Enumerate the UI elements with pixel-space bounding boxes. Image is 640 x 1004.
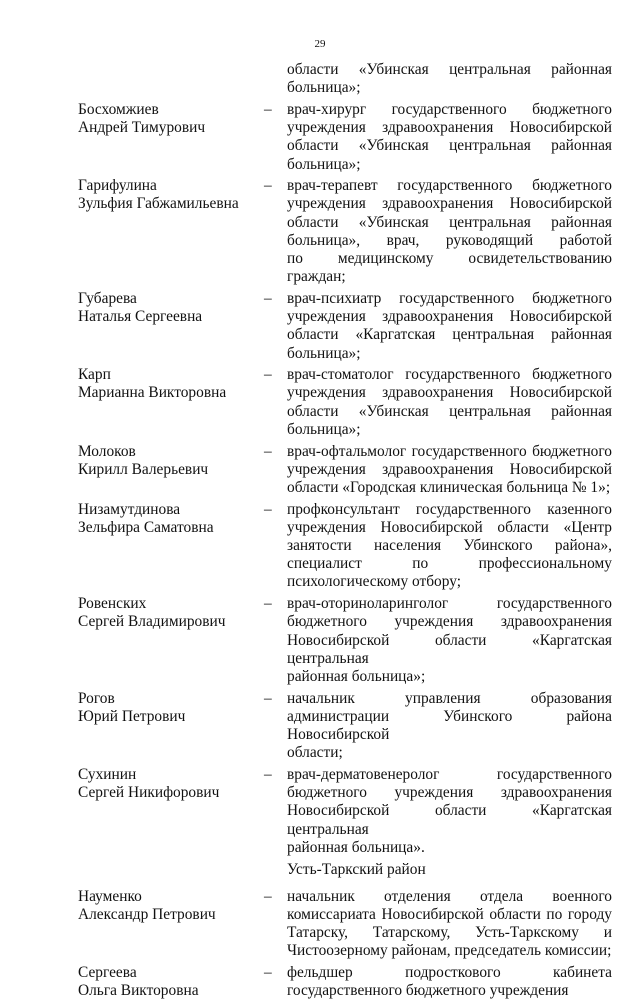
dash-separator: – [264,887,272,905]
member-entry [0,888,640,961]
member-given-name: Марианна Викторовна [78,384,227,402]
member-surname: Низамутдинова [78,500,181,518]
dash-separator: – [264,964,272,982]
description-line: государственного бюджетного учреждения [287,982,569,1000]
member-surname: Ровенских [78,595,147,613]
description-line: фельдшер подросткового кабинета [287,964,612,982]
member-name [78,177,258,213]
entry-description [287,595,612,686]
description-line: администрации Убинского района Новосибирской [287,707,612,744]
description-line: Чистоозерному районам, председатель комиссии; [287,942,612,960]
member-entry [0,766,640,857]
description-line: специалист по профессиональному [287,555,612,573]
description-line: больница», врач, руководящий работой [287,231,612,249]
description-line: учреждения здравоохранения Новосибирской [287,308,612,326]
description-line: районная больница». [287,838,425,856]
member-given-name: Юрий Петрович [78,707,186,725]
description-line: комиссариата Новосибирской области по городу [287,905,612,923]
section-heading: Усть-Таркский район [287,860,426,878]
member-entry [0,595,640,686]
description-line: области «Убинская центральная районная [287,402,612,420]
description-line: профконсультант государственного казенного [287,500,612,518]
description-line: больница»; [287,155,361,173]
member-entry [0,290,640,363]
member-name [78,595,258,631]
description-line: Татарску, Татарскому, Усть-Таркскому и [287,924,612,942]
member-entry [0,964,640,1000]
entry-description [287,177,612,286]
member-surname: Рогов [78,689,115,707]
description-line: учреждения здравоохранения Новосибирской [287,460,612,478]
description-line: врач-хирург государственного бюджетного [287,100,612,118]
member-name [78,888,258,924]
member-given-name: Кирилл Валерьевич [78,460,209,478]
description-line: по медицинскому освидетельствованию граждан; [287,250,612,286]
member-entry [0,177,640,286]
description-line: психологическому отбору; [287,573,461,591]
description-line: врач-психиатр государственного бюджетного [287,289,612,307]
dash-separator: – [264,100,272,118]
member-surname: Сергеева [78,964,137,982]
description-line: начальник отделения отдела военного [287,887,612,905]
member-name [78,366,258,402]
page-number: 29 [314,38,326,50]
member-entry [0,101,640,174]
member-surname: Карп [78,366,111,384]
member-name [78,443,258,479]
description-line: Новосибирской области «Каргатская центральная [287,802,612,838]
entry-description [287,101,612,174]
description-line: области «Городская клиническая больница № 1»; [287,478,611,496]
member-entry [0,501,640,592]
description-line: бюджетного учреждения здравоохранения [287,784,612,802]
description-line: области; [287,744,343,762]
member-given-name: Ольга Викторовна [78,982,199,1000]
member-name [78,101,258,137]
member-name [78,690,258,726]
member-name [78,766,258,802]
description-line: области «Убинская центральная районная [287,137,612,155]
description-line: учреждения здравоохранения Новосибирской [287,384,612,402]
description-line: учреждения Новосибирской области «Центр [287,518,612,536]
member-given-name: Наталья Сергеевна [78,308,203,326]
entry-description [287,766,612,857]
description-line: врач-терапевт государственного бюджетного [287,177,612,195]
dash-separator: – [264,442,272,460]
member-entry [0,366,640,439]
entry-description [287,964,612,1000]
member-given-name: Сергей Никифорович [78,784,220,802]
description-line: больница»; [287,420,361,438]
member-surname: Гарифулина [78,177,157,195]
entry-description [287,443,612,498]
description-line: районная больница»; [287,668,426,685]
member-given-name: Александр Петрович [78,905,216,923]
member-list [0,101,640,857]
member-given-name: Зульфия Габжамильевна [78,195,239,213]
document-body [0,61,640,1004]
member-surname: Молоков [78,442,136,460]
entry-description [287,690,612,763]
dash-separator: – [264,595,272,613]
description-line: врач-дерматовенеролог государственного [287,766,612,784]
description-line: больница»; [287,344,361,362]
member-entry [0,443,640,498]
dash-separator: – [264,289,272,307]
member-surname: Босхомжиев [78,100,159,118]
description-line: больница»; [287,79,361,97]
description-line: области «Убинская центральная районная [287,213,612,231]
dash-separator: – [264,366,272,384]
member-given-name: Андрей Тимурович [78,119,206,137]
member-surname: Науменко [78,887,142,905]
entry-description [287,61,612,97]
member-name [78,501,258,537]
continuation-entry [0,61,640,97]
member-surname: Сухинин [78,766,137,784]
dash-separator: – [264,766,272,784]
member-surname: Губарева [78,289,137,307]
dash-separator: – [264,500,272,518]
member-given-name: Зельфира Саматовна [78,518,214,536]
member-name [78,290,258,326]
dash-separator: – [264,689,272,707]
description-line: Новосибирской области «Каргатская центральная [287,631,612,667]
member-given-name: Сергей Владимирович [78,613,226,631]
entry-description [287,888,612,961]
description-line: учреждения здравоохранения Новосибирской [287,119,612,137]
description-line: бюджетного учреждения здравоохранения [287,613,612,631]
description-line: области «Каргатская центральная районная [287,326,612,344]
description-line: врач-оториноларинголог государственного [287,595,612,613]
member-entry [0,690,640,763]
description-line: врач-офтальмолог государственного бюджетного [287,442,612,460]
description-line: начальник управления образования [287,689,612,707]
member-name [78,964,258,1000]
entry-description [287,366,612,439]
description-line: учреждения здравоохранения Новосибирской [287,195,612,213]
description-line: врач-стоматолог государственного бюджетного [287,366,612,384]
dash-separator: – [264,177,272,195]
description-line: занятости населения Убинского района», [287,537,612,555]
entry-description [287,290,612,363]
entry-description [287,501,612,592]
description-line: области «Убинская центральная районная [287,61,612,78]
